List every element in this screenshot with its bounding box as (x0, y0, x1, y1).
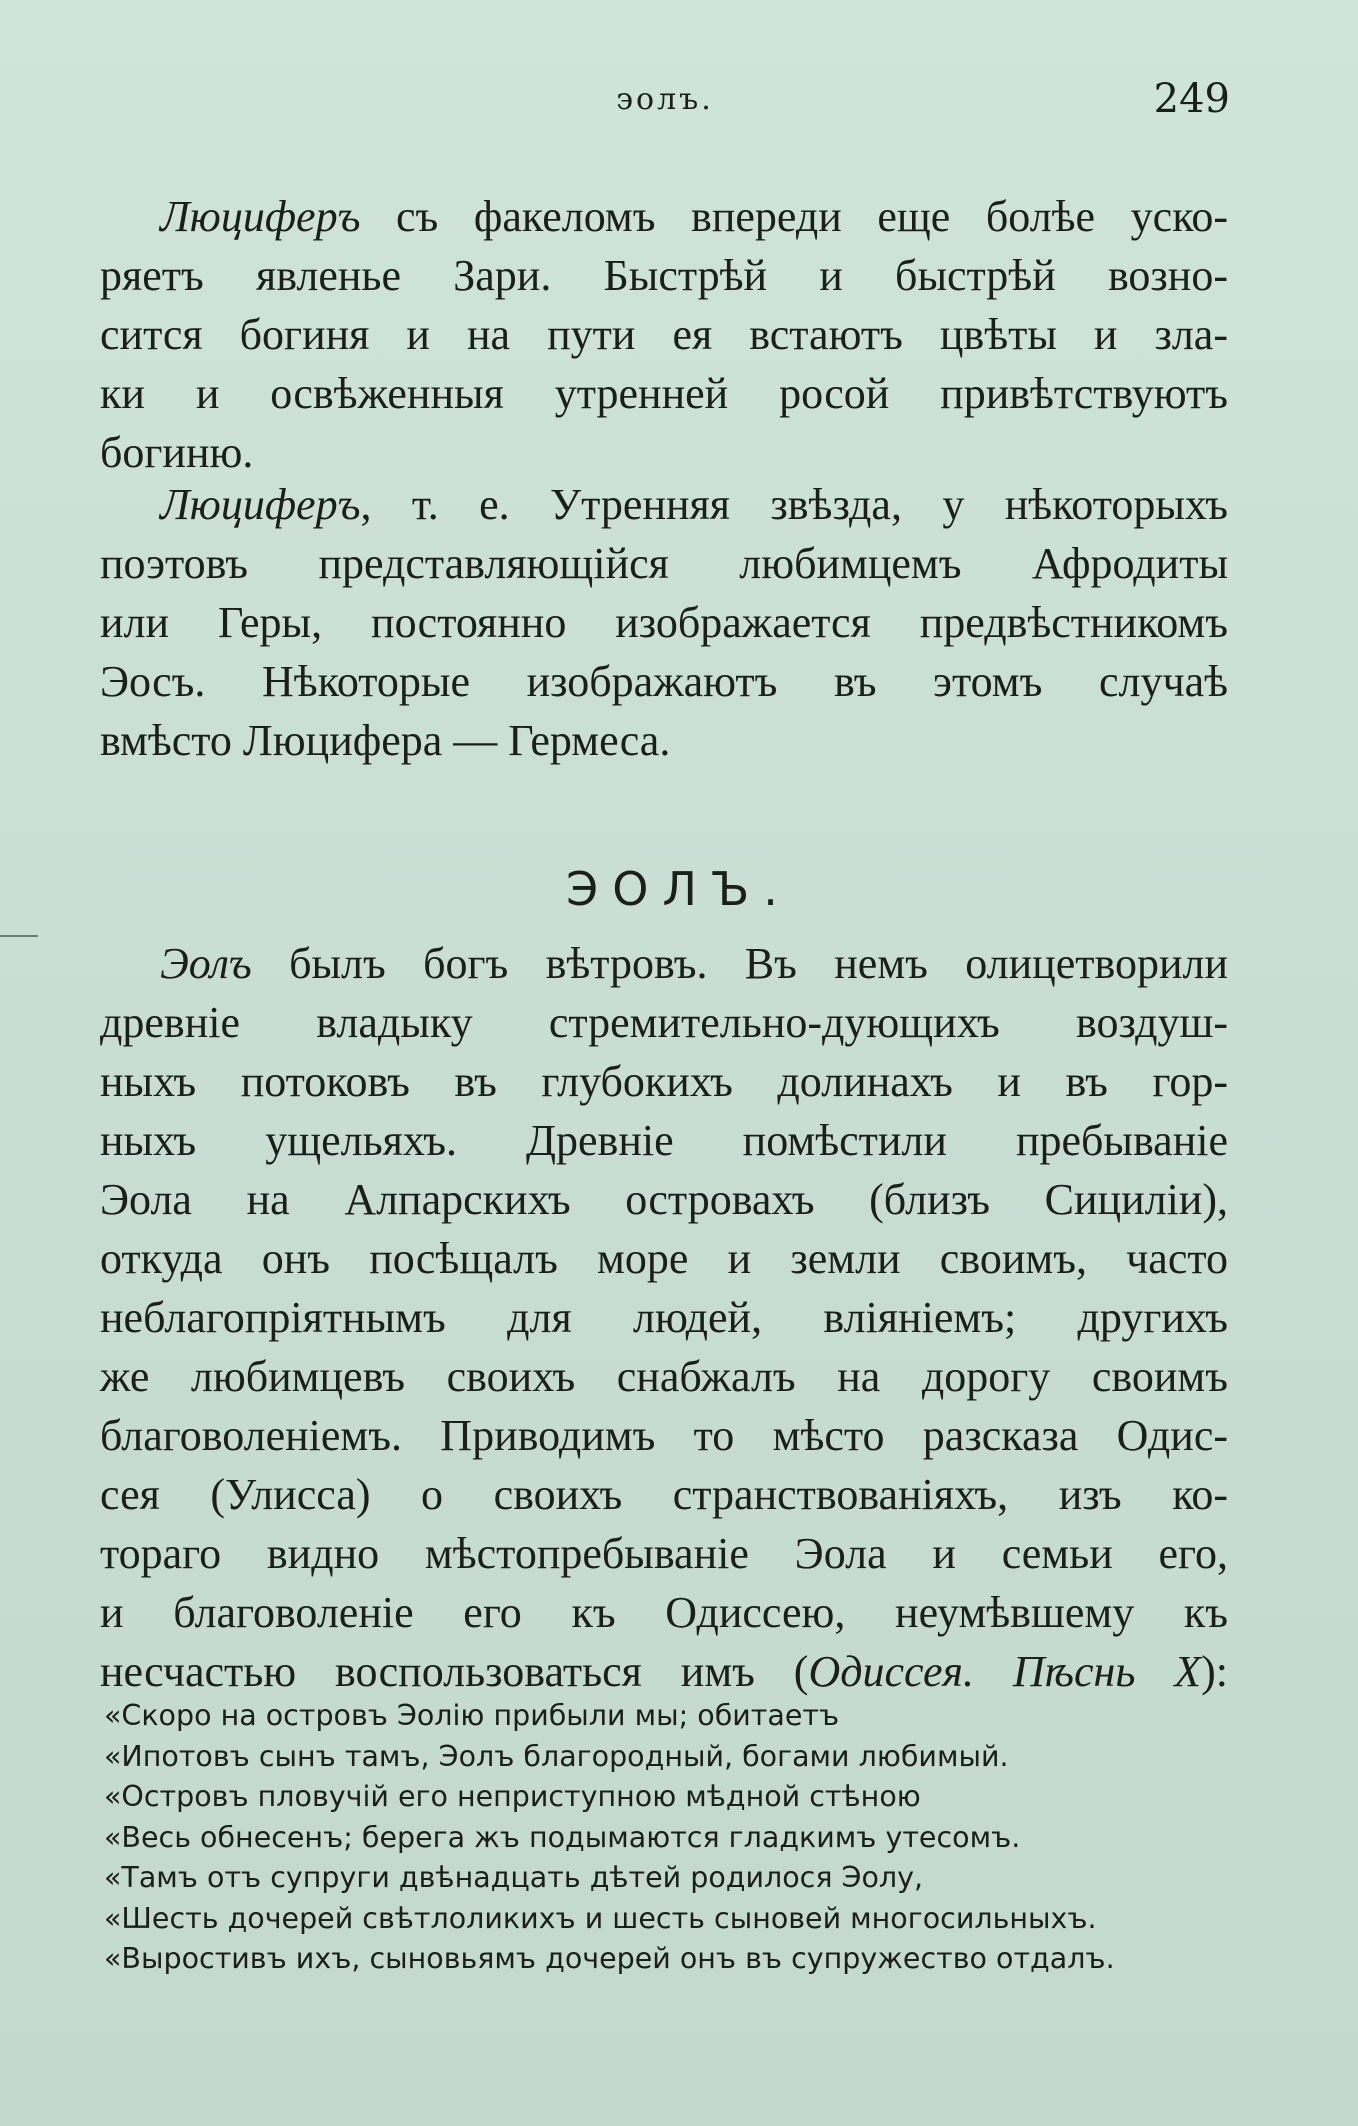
citation-reference: Одиссея. Пѣснь X (808, 1647, 1202, 1696)
text-line: вмѣсто Люцифера — Гермеса. (100, 716, 671, 765)
verse-quotation (104, 1696, 1228, 1980)
verse-line: «Ипотовъ сынъ тамъ, Эолъ благородный, богами любимый. (104, 1739, 1009, 1773)
italic-term: Эолъ (160, 939, 252, 988)
verse-line: «Скоро на островъ Эолію прибыли мы; обитаетъ (104, 1699, 840, 1732)
verse-line: «Островъ пловучій его неприступною мѣдной стѣною (104, 1780, 921, 1813)
text-line: несчастью воспользоваться имъ (Одиссея. Пѣснь X): (100, 1647, 1228, 1696)
paragraph-aeolus (100, 934, 1228, 1701)
text-line: сится богиня и на пути ея встаютъ цвѣты и зла- (100, 310, 1228, 359)
verse-line: «Весь обнесенъ; берега жъ подымаются гладкимъ утесомъ. (104, 1820, 1021, 1854)
paragraph-lucifer-dawn (100, 187, 1228, 482)
page-number: 249 (1153, 76, 1230, 122)
text-line: древніе владыку стремительно-дующихъ воздуш- (100, 998, 1228, 1047)
text-line: неблагопріятнымъ для людей, вліяніемъ; другихъ (100, 1293, 1228, 1342)
text-line: поэтовъ представляющійся любимцемъ Афродиты (100, 539, 1228, 588)
text-line: Эола на Алпарскихъ островахъ (близъ Сициліи), (100, 1175, 1228, 1224)
italic-term: Люциферъ (160, 480, 361, 529)
text-line: богиню. (100, 428, 254, 477)
verse-line: «Выростивъ ихъ, сыновьямъ дочерей онъ въ супружество отдалъ. (104, 1942, 1115, 1975)
text-line: ки и освѣженныя утренней росой привѣтствуютъ (100, 369, 1228, 418)
page-header (100, 76, 1230, 132)
text-line: Люциферъ съ факеломъ впереди еще болѣе уско- (160, 192, 1228, 241)
paragraph-lucifer-morning-star (100, 475, 1228, 770)
text-line: ныхъ потоковъ въ глубокихъ долинахъ и въ гор- (100, 1057, 1228, 1106)
text-line: благоволеніемъ. Приводимъ то мѣсто разсказа Одис- (100, 1411, 1228, 1460)
text-line: же любимцевъ своихъ снабжалъ на дорогу своимъ (100, 1352, 1228, 1401)
italic-term: Люциферъ (160, 192, 361, 241)
text-line: сея (Улисса) о своихъ странствованіяхъ, изъ ко- (100, 1470, 1228, 1519)
text-line: ныхъ ущельяхъ. Древніе помѣстили пребываніе (100, 1116, 1228, 1165)
text-line: и благоволеніе его къ Одиссею, неумѣвшему къ (100, 1588, 1228, 1637)
text-line: Люциферъ, т. е. Утренняя звѣзда, у нѣкоторыхъ (160, 480, 1228, 529)
verse-line: «Тамъ отъ супруги двѣнадцать дѣтей родилося Эолу, (104, 1861, 924, 1894)
text-line: откуда онъ посѣщалъ море и земли своимъ, часто (100, 1234, 1228, 1283)
text-line: тораго видно мѣстопребываніе Эола и семьи его, (100, 1529, 1228, 1578)
text-line: Эолъ былъ богъ вѣтровъ. Въ немъ олицетворили (160, 939, 1228, 988)
running-head: эолъ. (616, 82, 714, 117)
verse-line: «Шесть дочерей свѣтлоликихъ и шесть сыновей многосильныхъ. (104, 1901, 1097, 1935)
text-line: или Геры, постоянно изображается предвѣстникомъ (100, 598, 1228, 647)
section-heading: ЭОЛЪ. (566, 862, 792, 916)
text-line: Эосъ. Нѣкоторые изображаютъ въ этомъ случаѣ (100, 657, 1228, 706)
page-edge-mark (0, 935, 38, 937)
text-line: ряетъ явленье Зари. Быстрѣй и быстрѣй возно- (100, 251, 1228, 300)
